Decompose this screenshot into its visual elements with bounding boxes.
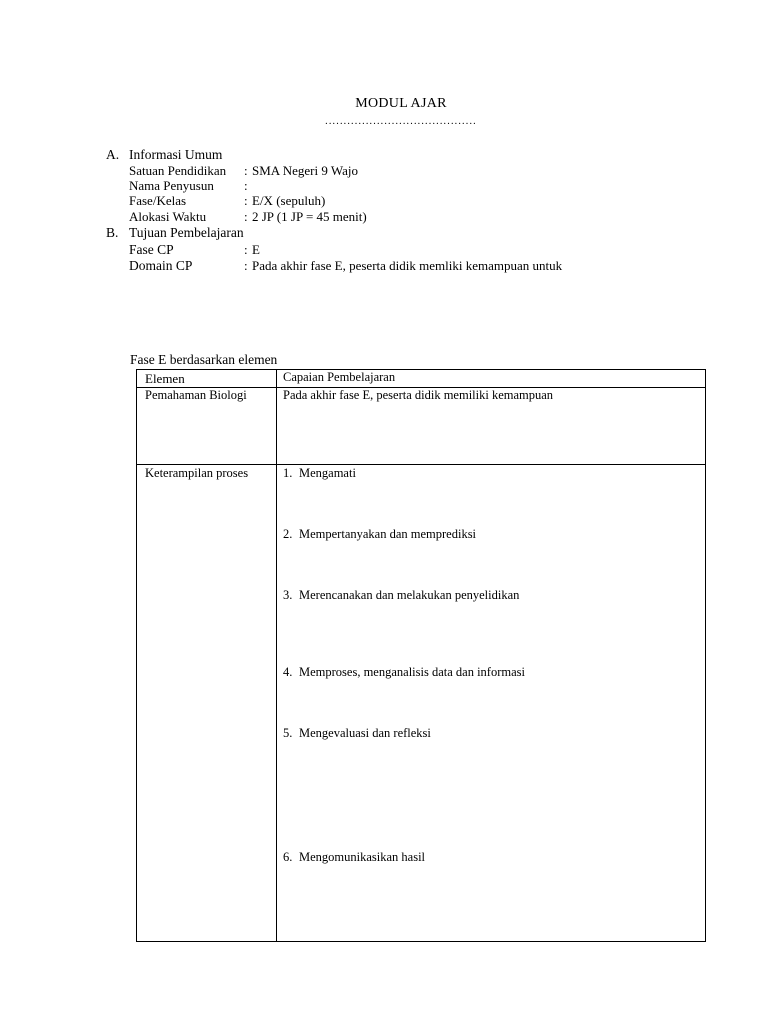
field-domain-cp-value: Pada akhir fase E, peserta didik memliki kemampuan untuk bbox=[252, 258, 563, 273]
section-b-letter: B. bbox=[106, 225, 119, 240]
title-dotted-line: ......................................... bbox=[325, 116, 477, 127]
list-item-text: Mempertanyakan dan memprediksi bbox=[299, 527, 477, 541]
field-domain-cp-label: Domain CP bbox=[129, 258, 193, 273]
field-alokasi-waktu-label: Alokasi Waktu bbox=[129, 209, 207, 224]
list-item-number: 3. bbox=[283, 588, 293, 602]
list-item-number: 6. bbox=[283, 850, 293, 864]
table-header-elemen: Elemen bbox=[145, 371, 185, 386]
table-header-capaian: Capaian Pembelajaran bbox=[283, 370, 396, 384]
field-alokasi-waktu-value: 2 JP (1 JP = 45 menit) bbox=[252, 209, 367, 224]
table-caption: Fase E berdasarkan elemen bbox=[130, 352, 278, 367]
list-item-text: Mengamati bbox=[299, 466, 356, 480]
list-item-text: Memproses, menganalisis data dan informasi bbox=[299, 665, 525, 679]
field-fase-cp-colon: : bbox=[244, 242, 248, 257]
row-pemahaman-biologi-element: Pemahaman Biologi bbox=[145, 388, 247, 402]
field-satuan-pendidikan-label: Satuan Pendidikan bbox=[129, 163, 227, 178]
field-fase-cp-value: E bbox=[252, 242, 260, 257]
list-item-number: 1. bbox=[283, 466, 293, 480]
field-nama-penyusun-label: Nama Penyusun bbox=[129, 178, 214, 193]
document-title: MODUL AJAR bbox=[355, 96, 447, 111]
list-item-text: Mengevaluasi dan refleksi bbox=[299, 726, 431, 740]
section-a-heading: Informasi Umum bbox=[129, 147, 223, 162]
list-item-number: 2. bbox=[283, 527, 293, 541]
field-fase-kelas-colon: : bbox=[244, 193, 248, 208]
field-satuan-pendidikan-value: SMA Negeri 9 Wajo bbox=[252, 163, 358, 178]
list-item-number: 5. bbox=[283, 726, 293, 740]
capaian-pembelajaran-table bbox=[136, 369, 706, 942]
field-domain-cp-colon: : bbox=[244, 258, 248, 273]
field-fase-kelas-value: E/X (sepuluh) bbox=[252, 193, 326, 208]
section-b-heading: Tujuan Pembelajaran bbox=[129, 225, 244, 240]
list-item-text: Merencanakan dan melakukan penyelidikan bbox=[299, 588, 520, 602]
list-item-number: 4. bbox=[283, 665, 293, 679]
list-item-text: Mengomunikasikan hasil bbox=[299, 850, 426, 864]
table-row-divider bbox=[137, 464, 705, 465]
field-fase-kelas-label: Fase/Kelas bbox=[129, 193, 187, 208]
field-fase-cp-label: Fase CP bbox=[129, 242, 174, 257]
row-pemahaman-biologi-achievement: Pada akhir fase E, peserta didik memiliki kemampuan bbox=[283, 388, 554, 402]
field-satuan-pendidikan-colon: : bbox=[244, 163, 248, 178]
table-column-divider bbox=[276, 370, 277, 941]
section-a-letter: A. bbox=[106, 147, 120, 162]
row-keterampilan-proses-element: Keterampilan proses bbox=[145, 466, 249, 480]
field-nama-penyusun-colon: : bbox=[244, 178, 248, 193]
field-alokasi-waktu-colon: : bbox=[244, 209, 248, 224]
